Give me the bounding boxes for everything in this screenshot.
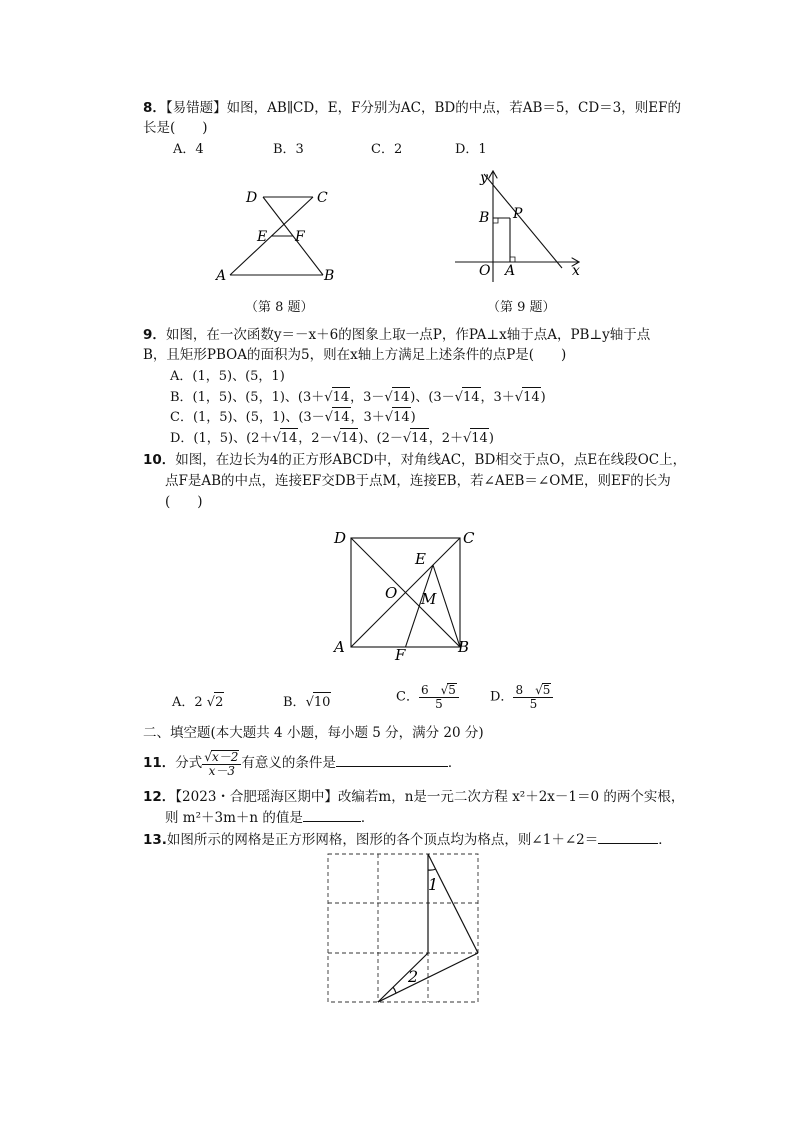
q8-figure (205, 180, 345, 290)
q9-figure (450, 168, 590, 288)
q10-line2: 点F是AB的中点，连接EF交DB于点M，连接EB，若∠AEB＝∠OME，则EF的长为 (165, 473, 671, 489)
q13-segment-lower-left (378, 953, 428, 1002)
q8-figure-caption: （第 8 题） (245, 300, 314, 315)
q12-line2: 则 m²＋3m＋n 的值是 ． (165, 807, 374, 828)
q13-stem: 如图所示的网格是正方形网格，图形的各个顶点均为格点，则∠1＋∠2＝ (166, 832, 599, 848)
q10-label-c: C (463, 529, 475, 547)
q9-option-b: B．(1，5)、(5，1)、(3＋√14，3－√14)、(3－√14，3＋√14) (170, 387, 546, 408)
q10-label-o: O (385, 584, 398, 602)
q8-line2: 长是( ) (143, 120, 208, 136)
q11-answer-blank[interactable] (336, 752, 448, 767)
q9-number: 9． (143, 327, 166, 343)
q10-number: 10． (143, 452, 176, 468)
q9-line2: B，且矩形PBOA的面积为5，则在x轴上方满足上述条件的点P是( ) (143, 347, 567, 363)
q10-label-f: F (395, 646, 406, 663)
q11-fraction: $\frac{√x-2}{x-3}$ (202, 750, 241, 778)
q12-number: 12． (143, 789, 176, 805)
q8-option-c: C．2 (371, 142, 403, 157)
q13-angle1-label: 1 (428, 875, 439, 894)
q13-angle2-arc (393, 987, 396, 993)
q9-right-angle-a (510, 257, 515, 262)
q10-option-a: A．2 √2 (172, 692, 224, 713)
q10-segment-eb (433, 565, 460, 647)
q10-label-d: D (334, 529, 347, 547)
q13-answer-blank[interactable] (598, 829, 658, 844)
q8-label-d: D (246, 190, 258, 206)
q10-label-a: A (334, 638, 345, 656)
q9-label-a: A (505, 263, 516, 279)
q8-option-a: A．4 (173, 142, 204, 157)
q12-answer-blank[interactable] (303, 807, 361, 822)
q12-line1 (143, 787, 684, 807)
q13-figure (322, 848, 484, 1008)
q9-figure-caption: （第 9 题） (487, 300, 556, 315)
q9-option-d: D．(1，5)、(2＋√14，2－√14)、(2－√14，2＋√14) (170, 428, 494, 449)
q9-label-x: x (572, 263, 580, 279)
q8-label-f: F (295, 229, 305, 245)
q10-stem-line1: 如图，在边长为4的正方形ABCD中，对角线AC，BD相交于点O，点E在线段OC上， (175, 452, 687, 468)
q9-label-o: O (479, 263, 491, 279)
q9-label-b: B (479, 210, 490, 226)
q9-label-p: P (513, 206, 523, 222)
q8-option-b: B．3 (273, 142, 304, 157)
q13-angle2-label: 2 (408, 967, 419, 986)
q9-line1 (143, 325, 650, 345)
q9-label-y: y (480, 170, 488, 186)
q13-grid (328, 854, 478, 1002)
q10-label-e: E (415, 550, 426, 568)
q8-stem-line1: 【易错题】如图，AB∥CD，E，F分别为AC，BD的中点，若AB＝5，CD＝3，则EF的 (165, 100, 681, 116)
q11-line: 11．分式 $\frac{√x-2}{x-3}$ 有意义的条件是 ． (143, 749, 462, 778)
q10-figure (330, 528, 480, 663)
q10-label-m: M (421, 590, 437, 608)
q10-label-b: B (458, 638, 470, 656)
q9-right-angle-b (493, 218, 498, 223)
q8-label-e: E (257, 229, 268, 245)
q10-option-c: C． $\frac{6 √5}{5}$ (396, 683, 459, 711)
q12-stem-line1: 【2023・合肥瑶海区期中】改编若m，n是一元二次方程 x²＋2x－1＝0 的两个实根， (175, 789, 685, 805)
q13-line: 13.如图所示的网格是正方形网格，图形的各个顶点均为格点，则∠1＋∠2＝ ． (143, 829, 672, 850)
section2-title: 二、填空题(本大题共 4 小题，每小题 5 分，满分 20 分) (143, 725, 484, 741)
q8-number: 8． (143, 100, 166, 116)
q8-label-b: B (324, 268, 335, 284)
q9-option-c: C．(1，5)、(5，1)、(3－√14，3＋√14) (170, 407, 416, 428)
q8-line1 (143, 98, 681, 118)
q9-line-graph (484, 174, 562, 268)
q13-number: 13. (143, 832, 167, 848)
q8-label-c: C (317, 190, 328, 206)
q8-option-d: D．1 (455, 142, 487, 157)
q8-label-a: A (216, 268, 227, 284)
q10-option-d: D． $\frac{8 √5}{5}$ (490, 683, 553, 711)
q9-option-a: A．(1，5)、(5，1) (170, 369, 285, 384)
q13-angle1-arc (428, 869, 436, 870)
q10-line3: ( ) (165, 494, 203, 510)
q10-line1 (143, 450, 686, 470)
q9-stem-line1: 如图，在一次函数y＝－x＋6的图象上取一点P，作PA⊥x轴于点A，PB⊥y轴于点 (165, 327, 651, 343)
q10-option-b: B．√10 (283, 692, 331, 713)
q11-number: 11． (143, 755, 176, 771)
